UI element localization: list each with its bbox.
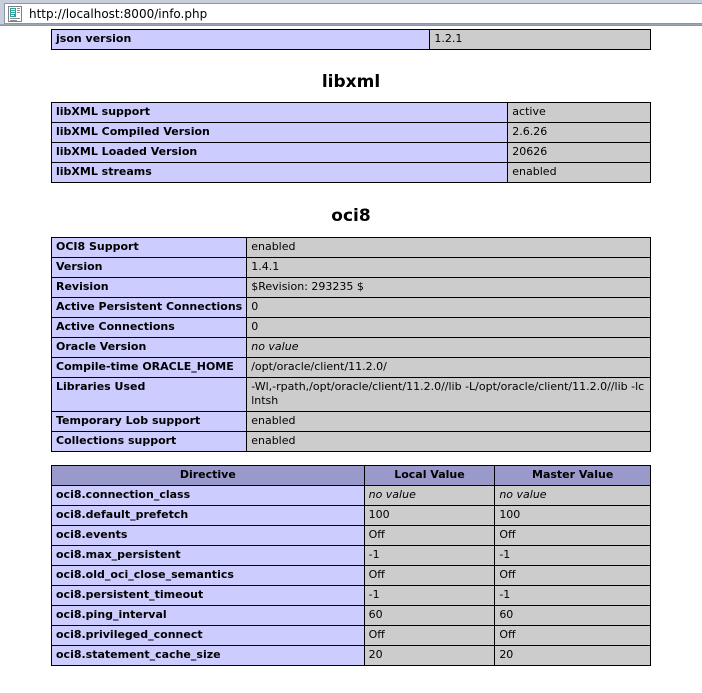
table-row	[52, 298, 651, 318]
section-heading-oci8: oci8	[331, 206, 371, 226]
oci8-table	[51, 237, 651, 452]
table-row	[52, 103, 651, 123]
oci8-row-key: Revision	[52, 278, 247, 298]
table-row	[52, 566, 651, 586]
oci8-row-key: Active Connections	[52, 318, 247, 338]
table-row	[52, 318, 651, 338]
directive-local-value: Off	[364, 626, 495, 646]
oci8-row-value: -Wl,-rpath,/opt/oracle/client/11.2.0//lib -L/opt/oracle/client/11.2.0//lib -lclntsh	[247, 378, 651, 412]
oci8-row-value: $Revision: 293235 $	[247, 278, 651, 298]
json-version-table	[51, 29, 651, 50]
oci8-row-key: Active Persistent Connections	[52, 298, 247, 318]
table-row	[52, 163, 651, 183]
oci8-row-value: /opt/oracle/client/11.2.0/	[247, 358, 651, 378]
oci8-row-value: enabled	[247, 432, 651, 452]
column-header-directive: Directive	[52, 466, 365, 486]
directive-local-value: 20	[364, 646, 495, 666]
table-row	[52, 526, 651, 546]
table-row	[52, 486, 651, 506]
directive-name: oci8.persistent_timeout	[52, 586, 365, 606]
table-row	[52, 238, 651, 258]
directive-name: oci8.ping_interval	[52, 606, 365, 626]
oci8-row-value: 1.4.1	[247, 258, 651, 278]
libxml-row-value: enabled	[508, 163, 651, 183]
chrome-divider	[0, 24, 702, 25]
libxml-row-key: libXML streams	[52, 163, 508, 183]
directive-name: oci8.default_prefetch	[52, 506, 365, 526]
oci8-row-key: Libraries Used	[52, 378, 247, 412]
directive-master-value: 60	[495, 606, 651, 626]
table-row	[52, 123, 651, 143]
page-document-icon	[8, 6, 23, 22]
oci8-row-value: 0	[247, 318, 651, 338]
table-row	[52, 143, 651, 163]
url-bar[interactable]	[4, 3, 702, 24]
directive-name: oci8.statement_cache_size	[52, 646, 365, 666]
directive-local-value: Off	[364, 566, 495, 586]
directive-master-value: 20	[495, 646, 651, 666]
url-text: http://localhost:8000/info.php	[29, 6, 208, 21]
oci8-row-value: enabled	[247, 412, 651, 432]
libxml-row-key: libXML Loaded Version	[52, 143, 508, 163]
table-row	[52, 412, 651, 432]
oci8-row-key: Version	[52, 258, 247, 278]
table-row	[52, 646, 651, 666]
oci8-row-key: Oracle Version	[52, 338, 247, 358]
table-row	[52, 626, 651, 646]
oci8-row-key: Temporary Lob support	[52, 412, 247, 432]
table-header-row	[52, 466, 651, 486]
directive-local-value: -1	[364, 546, 495, 566]
column-header-master-value: Master Value	[495, 466, 651, 486]
table-row	[52, 358, 651, 378]
oci8-row-value: enabled	[247, 238, 651, 258]
libxml-table	[51, 102, 651, 183]
directive-local-value: Off	[364, 526, 495, 546]
column-header-local-value: Local Value	[364, 466, 495, 486]
json-row-value: 1.2.1	[430, 30, 651, 50]
directive-local-value: -1	[364, 586, 495, 606]
table-row	[52, 432, 651, 452]
page-content	[0, 26, 702, 693]
table-row	[52, 278, 651, 298]
directive-local-value: 60	[364, 606, 495, 626]
directive-local-value: no value	[364, 486, 495, 506]
table-row	[52, 506, 651, 526]
browser-chrome	[0, 0, 702, 26]
table-row	[52, 338, 651, 358]
oci8-row-key: Compile-time ORACLE_HOME	[52, 358, 247, 378]
directive-local-value: 100	[364, 506, 495, 526]
directive-name: oci8.max_persistent	[52, 546, 365, 566]
table-row	[52, 30, 651, 50]
libxml-row-value: 20626	[508, 143, 651, 163]
table-row	[52, 546, 651, 566]
libxml-row-key: libXML support	[52, 103, 508, 123]
table-row	[52, 258, 651, 278]
directive-name: oci8.old_oci_close_semantics	[52, 566, 365, 586]
libxml-row-key: libXML Compiled Version	[52, 123, 508, 143]
directive-master-value: Off	[495, 526, 651, 546]
json-row-key: json version	[52, 30, 430, 50]
directive-master-value: -1	[495, 586, 651, 606]
directive-name: oci8.events	[52, 526, 365, 546]
libxml-row-value: active	[508, 103, 651, 123]
directive-master-value: Off	[495, 566, 651, 586]
oci8-row-key: Collections support	[52, 432, 247, 452]
libxml-row-value: 2.6.26	[508, 123, 651, 143]
directive-master-value: -1	[495, 546, 651, 566]
oci8-row-key: OCI8 Support	[52, 238, 247, 258]
oci8-row-value: 0	[247, 298, 651, 318]
table-row	[52, 606, 651, 626]
directive-name: oci8.connection_class	[52, 486, 365, 506]
directive-master-value: no value	[495, 486, 651, 506]
section-heading-libxml: libxml	[321, 72, 381, 92]
directive-name: oci8.privileged_connect	[52, 626, 365, 646]
table-row	[52, 586, 651, 606]
directive-master-value: Off	[495, 626, 651, 646]
directive-master-value: 100	[495, 506, 651, 526]
oci8-row-value: no value	[247, 338, 651, 358]
table-row	[52, 378, 651, 412]
oci8-directives-table	[51, 465, 651, 666]
